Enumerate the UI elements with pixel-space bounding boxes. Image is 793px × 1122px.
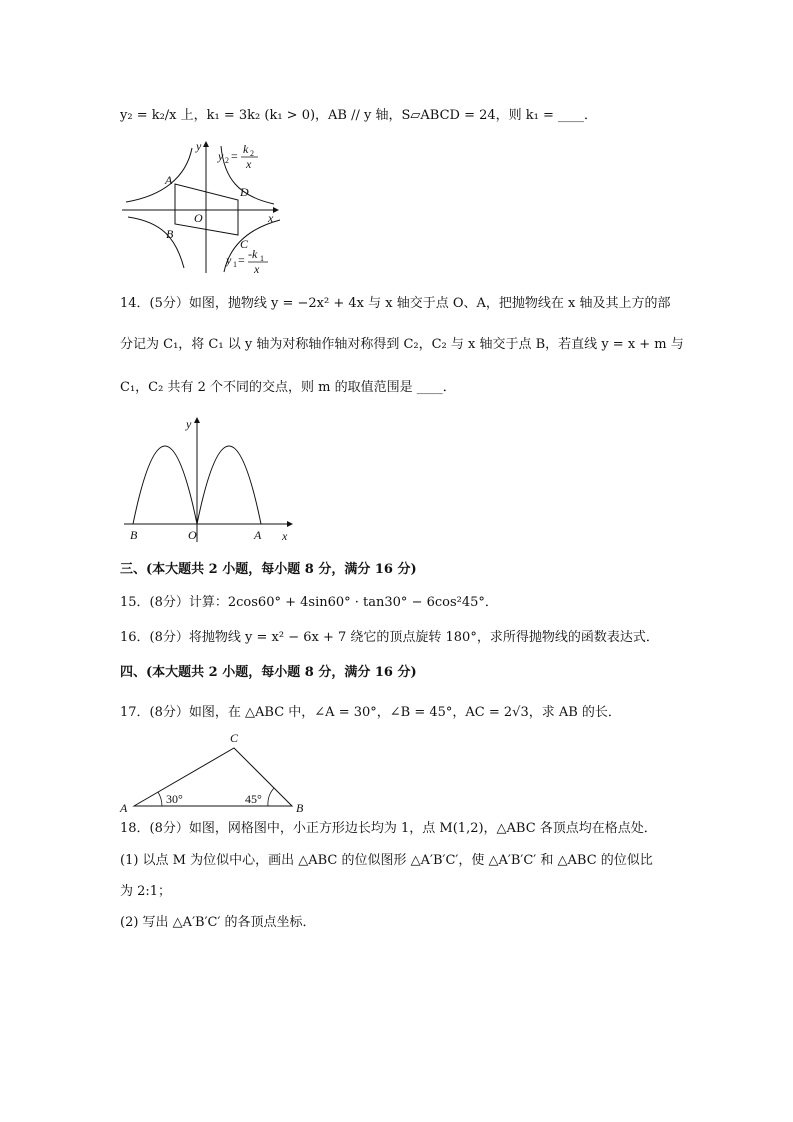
svg-text:2: 2 <box>225 156 229 165</box>
label-A: A <box>254 528 262 542</box>
q16-text: 16．(8分）将抛物线 y = x² − 6x + 7 绕它的顶点旋转 180°，求所得抛物线的函数表达式． <box>120 630 659 645</box>
svg-text:2: 2 <box>250 149 254 158</box>
q18-line-3: 为 2:1； <box>120 884 172 899</box>
label-y: y <box>186 417 192 431</box>
parabola-c2 <box>133 446 197 524</box>
svg-text:1: 1 <box>233 260 237 269</box>
q13-figure <box>120 138 290 278</box>
label-origin: O <box>194 211 203 225</box>
label-C: C <box>240 237 249 251</box>
svg-text:x: x <box>254 262 260 276</box>
q18-line-1: 18．(8分）如图，网格图中，小正方形边长均为 1，点 M(1,2)，△ABC 各顶点均在格点处． <box>120 821 657 836</box>
label-y: y <box>196 139 202 153</box>
hyperbola-y2-q3 <box>128 217 184 268</box>
parabola-c1 <box>197 446 261 524</box>
svg-text:-k: -k <box>248 247 258 261</box>
label-D: D <box>240 185 249 199</box>
label-origin: O <box>188 528 197 542</box>
label-A: A <box>120 801 128 815</box>
hyperbola-y1-q2 <box>126 148 192 202</box>
svg-text:y: y <box>218 149 224 163</box>
svg-text:1: 1 <box>260 254 264 263</box>
q14-line-3: C₁，C₂ 共有 2 个不同的交点，则 m 的取值范围是 ____． <box>120 380 456 395</box>
angle-b-label: 45° <box>245 792 262 806</box>
svg-text:x: x <box>246 157 252 171</box>
triangle-abc <box>134 748 292 806</box>
angle-a-label: 30° <box>166 792 183 806</box>
q18-line-2: (1) 以点 M 为位似中心，画出 △ABC 的位似图形 △A′B′C′，使 △A′B′C′ 和 △ABC 的位似比 <box>120 853 653 868</box>
q14-line-2: 分记为 C₁，将 C₁ 以 y 轴为对称轴作轴对称得到 C₂，C₂ 与 x 轴交于点 B，若直线 y = x + m 与 <box>120 337 684 352</box>
section-4-heading: 四、(本大题共 2 小题，每小题 8 分，满分 16 分) <box>120 665 417 680</box>
q15-text: 15．(8分）计算：2cos60° + 4sin60° · tan30° − 6cos²45°． <box>120 595 498 610</box>
equation-y2 <box>217 142 258 171</box>
label-B: B <box>130 528 138 542</box>
svg-text:=: = <box>231 149 238 163</box>
section-3-heading: 三、(本大题共 2 小题，每小题 8 分，满分 16 分) <box>120 562 417 577</box>
label-A: A <box>165 173 173 187</box>
label-B: B <box>296 801 304 815</box>
svg-text:k: k <box>243 142 249 156</box>
svg-text:=: = <box>238 253 245 267</box>
angle-arc-b <box>268 788 274 806</box>
q17-figure <box>118 728 318 814</box>
label-x: x <box>268 211 274 225</box>
label-C: C <box>230 731 239 745</box>
q14-figure <box>120 412 300 546</box>
equation-y1 <box>225 247 268 276</box>
q18-line-4: (2) 写出 △A′B′C′ 的各顶点坐标． <box>120 915 316 930</box>
q13-statement: y₂ = k₂/x 上，k₁ = 3k₂ (k₁ > 0)，AB // y 轴，S▱ABCD = 24，则 k₁ = ____． <box>120 108 598 123</box>
label-x: x <box>282 529 288 543</box>
label-B: B <box>166 227 174 241</box>
q17-text: 17．(8分）如图，在 △ABC 中，∠A = 30°，∠B = 45°，AC = 2√3，求 AB 的长． <box>120 705 621 720</box>
q14-line-1: 14．(5分）如图，抛物线 y = −2x² + 4x 与 x 轴交于点 O、A，把抛物线在 x 轴及其上方的部 <box>120 296 671 311</box>
angle-arc-a <box>158 792 162 806</box>
svg-text:y: y <box>226 253 232 267</box>
